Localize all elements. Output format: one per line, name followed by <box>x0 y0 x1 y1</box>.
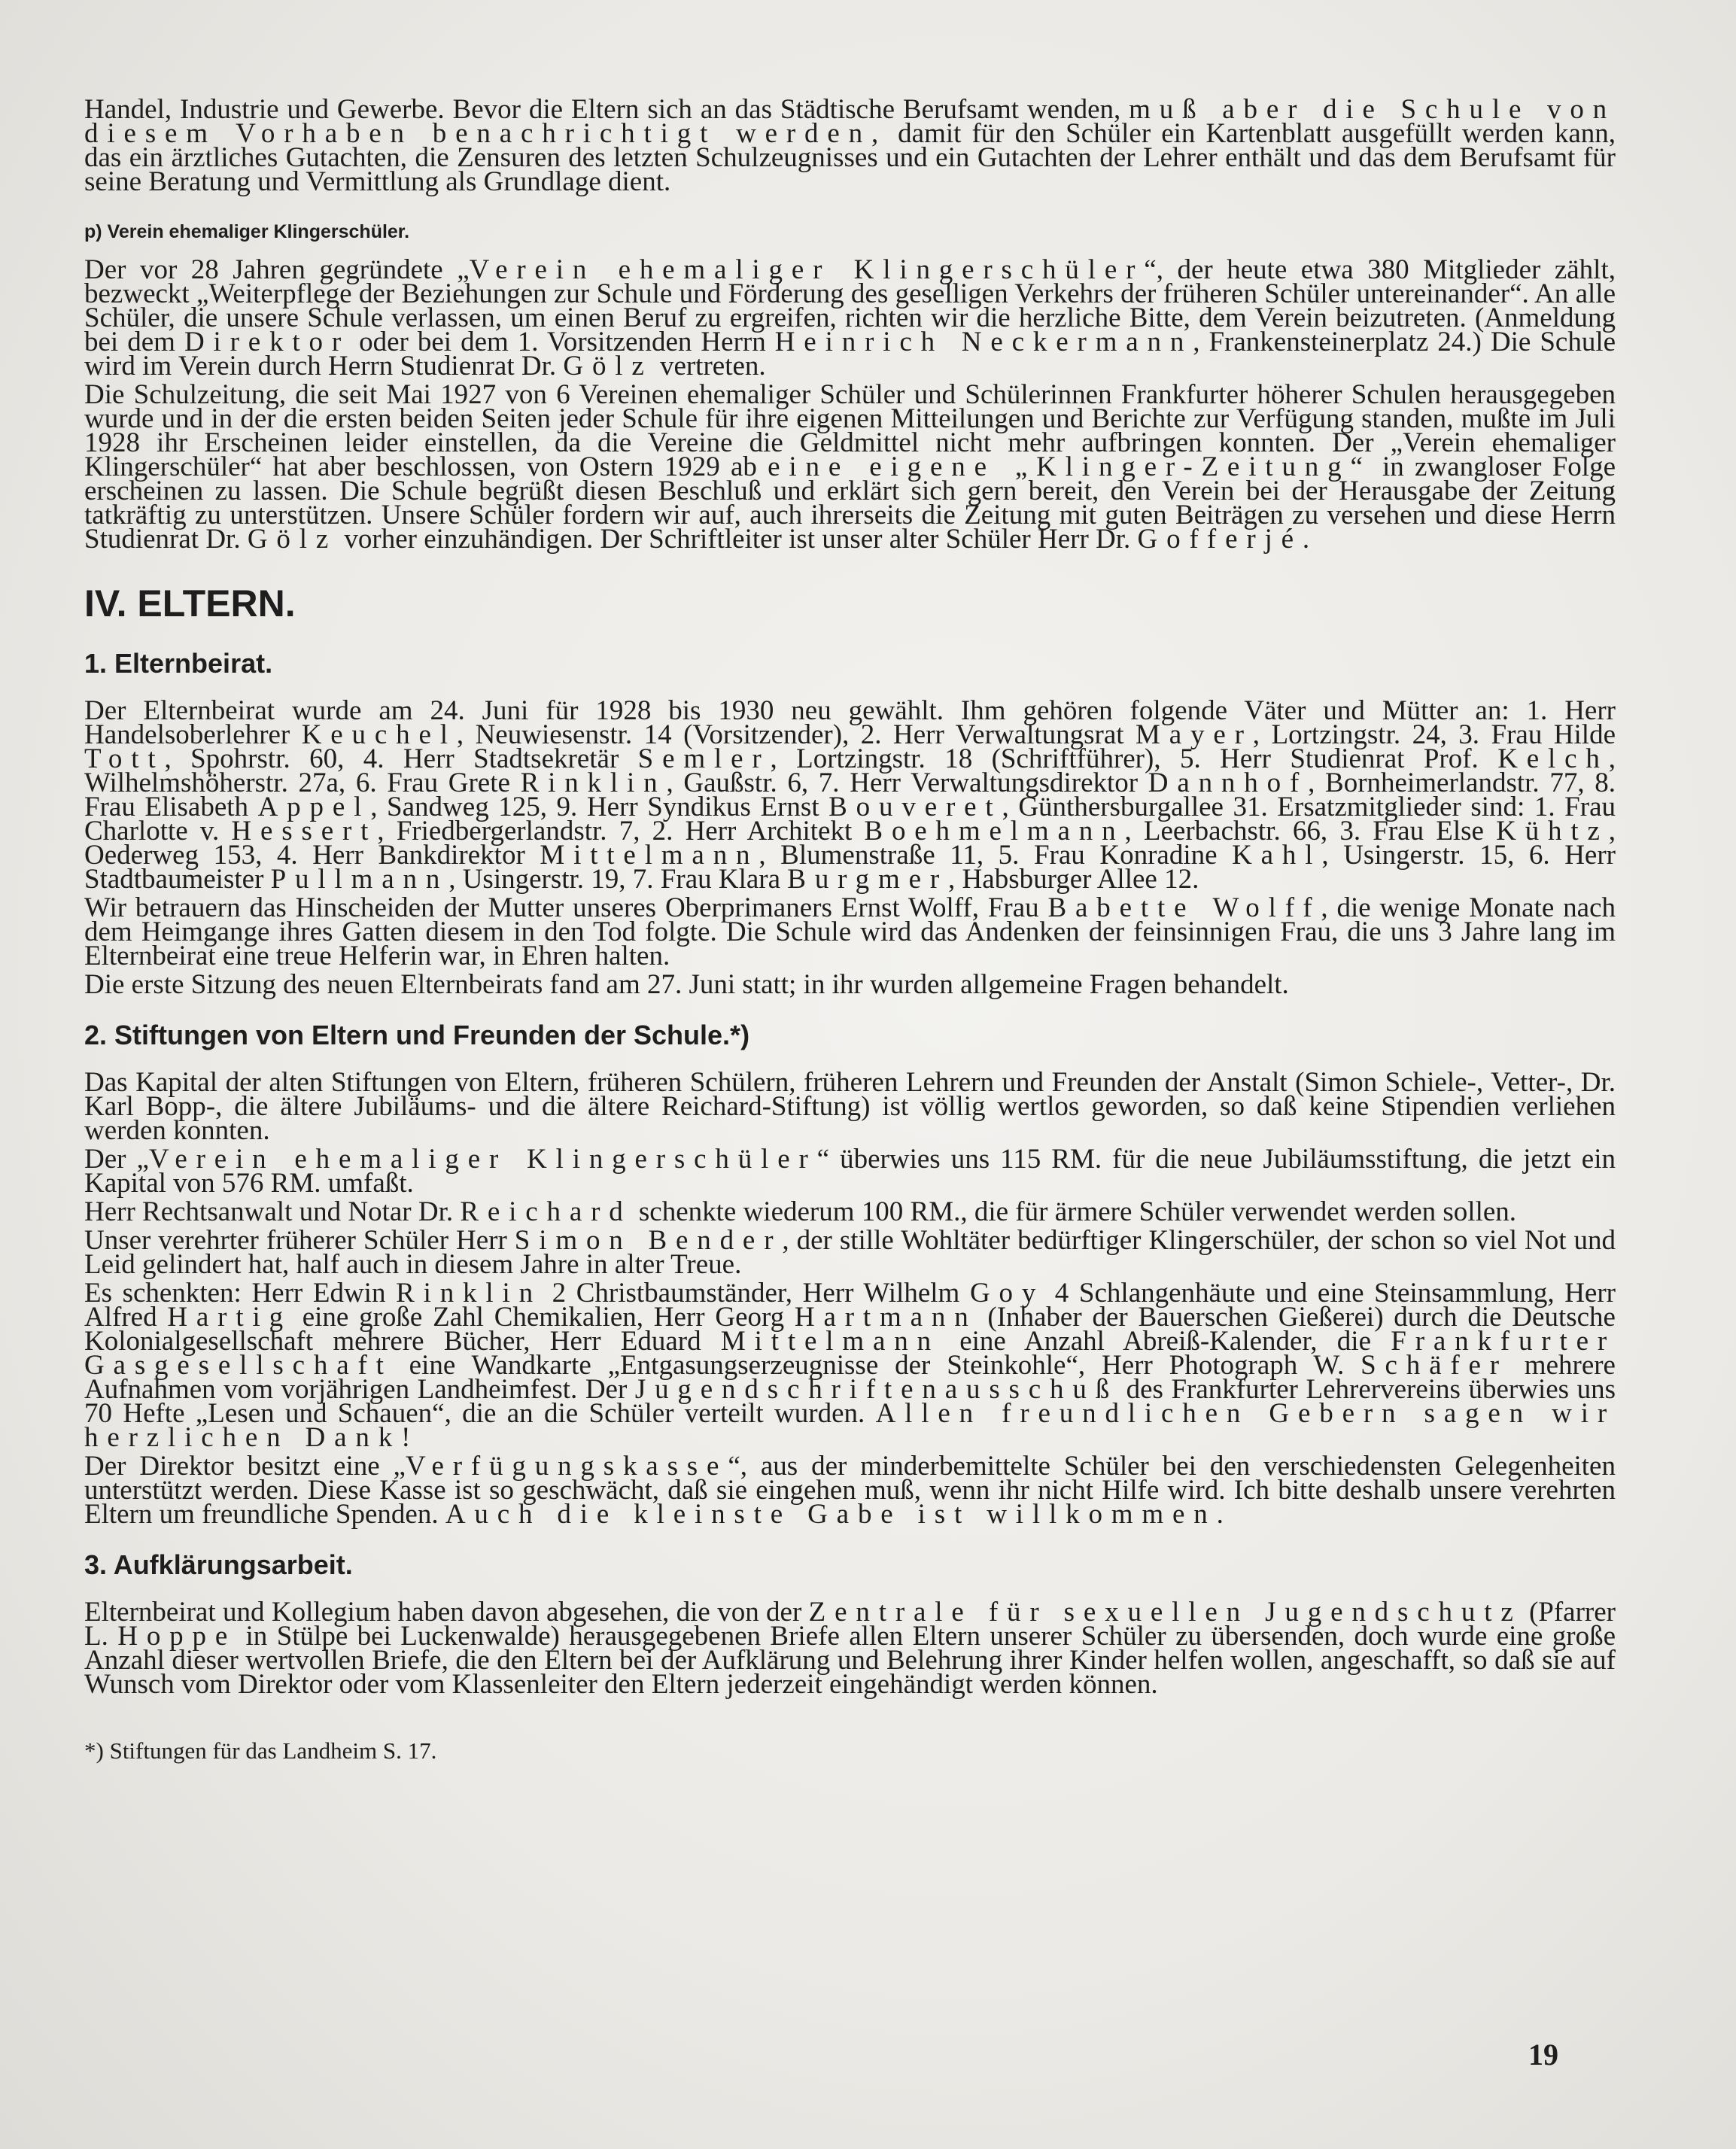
stiftungen-paragraph-4: Unser verehrter früherer Schüler Herr Simon Bender, der stille Wohltäter bedürftiger Klingerschüler, der schon so viel Not und Leid gelindert hat, half auch in diesem Jahre in alter Treue. <box>84 1225 1616 1280</box>
aufklaerung-paragraph: Elternbeirat und Kollegium haben davon abgesehen, die von der Zentrale für sexuellen Jugendschutz (Pfarrer L. Hoppe in Stülpe bei Luckenwalde) herausgegebenen Briefe allen Eltern unserer Schüler zu übersenden, doch wurde eine große Anzahl dieser wertvollen Briefe, die den Eltern bei der Aufklärung und Belehrung ihrer Kinder helfen wollen, angeschafft, so daß sie auf Wunsch vom Direktor oder vom Klassenleiter den Eltern jederzeit eingehändigt werden können. <box>84 1597 1616 1700</box>
verein-paragraph-1: Der vor 28 Jahren gegründete „Verein ehemaliger Klingerschüler“, der heute etwa 380 Mitglieder zählt, bezweckt „Weiterpflege der Beziehungen zur Schule und Förderung des geselligen Verkehrs der früheren Schüler untereinander“. An alle Schüler, die unsere Schule verlassen, um einen Beruf zu ergreifen, richten wir die herzliche Bitte, dem Verein beizutreten. (Anmeldung bei dem Direktor oder bei dem 1. Vorsitzenden Herrn Heinrich Neckermann, Frankensteinerplatz 24.) Die Schule wird im Verein durch Herrn Studienrat Dr. Gölz vertreten. <box>84 254 1616 381</box>
stiftungen-heading: 2. Stiftungen von Eltern und Freunden der Schule.*) <box>84 1020 750 1050</box>
elternbeirat-paragraph-2: Wir betrauern das Hinscheiden der Mutter unseres Oberprimaners Ernst Wolff, Frau Babette Wolff, die wenige Monate nach dem Heimgange ihres Gatten diesem in den Tod folgte. Die Schule wird das Andenken der feinsinnigen Frau, die uns 3 Jahre lang im Elternbeirat eine treue Helferin war, in Ehren halten. <box>84 892 1616 971</box>
stiftungen-paragraph-3: Herr Rechtsanwalt und Notar Dr. Reichard schenkte wiederum 100 RM., die für ärmere Schüler verwendet werden sollen. <box>84 1196 1517 1227</box>
intro-paragraph: Handel, Industrie und Gewerbe. Bevor die Eltern sich an das Städtische Berufsamt wenden, muß aber die Schule von diesem Vorhaben benachrichtigt werden, damit für den Schüler ein Kartenblatt ausgefüllt werden kann, das ein ärztliches Gutachten, die Zensuren des letzten Schulzeugnisses und ein Gutachten der Lehrer enthält und das dem Berufsamt für seine Beratung und Vermittlung als Grundlage dient. <box>84 94 1616 197</box>
aufklaerung-heading: 3. Aufklärungsarbeit. <box>84 1549 353 1580</box>
page-number: 19 <box>1528 2038 1558 2071</box>
footnote: *) Stiftungen für das Landheim S. 17. <box>84 1737 437 1764</box>
stiftungen-paragraph-1: Das Kapital der alten Stiftungen von Eltern, früheren Schülern, früheren Lehrern und Freunden der Anstalt (Simon Schiele-, Vetter-, Dr. Karl Bopp-, die ältere Jubiläums- und die ältere Reichard-Stiftung) ist völlig wertlos geworden, so daß keine Stipendien verliehen werden konnten. <box>84 1067 1616 1146</box>
elternbeirat-heading: 1. Elternbeirat. <box>84 648 273 679</box>
stiftungen-paragraph-6: Der Direktor besitzt eine „Verfügungskasse“, aus der minderbemittelte Schüler bei den verschiedensten Gelegenheiten unterstützt werden. Diese Kasse ist so geschwächt, daß sie eingehen muß, wenn ihr nicht Hilfe wird. Ich bitte deshalb unsere verehrten Eltern um freundliche Spenden. Auch die kleinste Gabe ist willkommen. <box>84 1451 1616 1530</box>
stiftungen-paragraph-5: Es schenkten: Herr Edwin Rinklin 2 Christbaumständer, Herr Wilhelm Goy 4 Schlangenhäute und eine Steinsammlung, Herr Alfred Hartig eine große Zahl Chemikalien, Herr Georg Hartmann (Inhaber der Bauerschen Gießerei) durch die Deutsche Kolonialgesellschaft mehrere Bücher, Herr Eduard Mittelmann eine Anzahl Abreiß-Kalender, die Frankfurter Gasgesellschaft eine Wandkarte „Entgasungserzeugnisse der Steinkohle“, Herr Photograph W. Schäfer mehrere Aufnahmen vom vorjährigen Landheimfest. Der Jugendschriftenausschuß des Frankfurter Lehrervereins überwies uns 70 Hefte „Lesen und Schauen“, die an die Schüler verteilt wurden. Allen freundlichen Gebern sagen wir herzlichen Dank! <box>84 1278 1616 1453</box>
stiftungen-paragraph-2: Der „Verein ehemaliger Klingerschüler“ überwies uns 115 RM. für die neue Jubiläumsstiftung, die jetzt ein Kapital von 576 RM. umfaßt. <box>84 1144 1616 1199</box>
chapter-heading: IV. ELTERN. <box>84 582 296 625</box>
elternbeirat-paragraph-1: Der Elternbeirat wurde am 24. Juni für 1928 bis 1930 neu gewählt. Ihm gehören folgende Väter und Mütter an: 1. Herr Handelsoberlehrer Keuchel, Neuwiesenstr. 14 (Vorsitzender), 2. Herr Verwaltungsrat Mayer, Lortzingstr. 24, 3. Frau Hilde Tott, Spohrstr. 60, 4. Herr Stadtsekretär Semler, Lortzingstr. 18 (Schriftführer), 5. Herr Studienrat Prof. Kelch, Wilhelmshöherstr. 27a, 6. Frau Grete Rinklin, Gaußstr. 6, 7. Herr Verwaltungsdirektor Dannhof, Bornheimerlandstr. 77, 8. Frau Elisabeth Appel, Sandweg 125, 9. Herr Syndikus Ernst Bouveret, Günthersburgallee 31. Ersatzmitglieder sind: 1. Frau Charlotte v. Hessert, Friedbergerlandstr. 7, 2. Herr Architekt Boehmelmann, Leerbachstr. 66, 3. Frau Else Kühtz, Oederweg 153, 4. Herr Bankdirektor Mittelmann, Blumenstraße 11, 5. Frau Konradine Kahl, Usingerstr. 15, 6. Herr Stadtbaumeister Pullmann, Usingerstr. 19, 7. Frau Klara Burgmer, Habsburger Allee 12. <box>84 695 1616 895</box>
section-p-heading: p) Verein ehemaliger Klingerschüler. <box>84 221 410 242</box>
verein-paragraph-2: Die Schulzeitung, die seit Mai 1927 von 6 Vereinen ehemaliger Schüler und Schülerinnen Frankfurter höherer Schulen herausgegeben wurde und in der die ersten beiden Seiten jeder Schule für ihre eigenen Mitteilungen und Berichte zur Verfügung standen, mußte im Juli 1928 ihr Erscheinen leider einstellen, da die Vereine die Geldmittel nicht mehr aufbringen konnten. Der „Verein ehemaliger Klingerschüler“ hat aber beschlossen, von Ostern 1929 ab eine eigene „Klinger-Zeitung“ in zwangloser Folge erscheinen zu lassen. Die Schule begrüßt diesen Beschluß und erklärt sich gern bereit, den Verein bei der Herausgabe der Zeitung tatkräftig zu unterstützen. Unsere Schüler fordern wir auf, auch ihrerseits die Zeitung mit guten Beiträgen zu versehen und diese Herrn Studienrat Dr. Gölz vorher einzuhändigen. Der Schriftleiter ist unser alter Schüler Herr Dr. Gofferjé. <box>84 379 1616 555</box>
elternbeirat-paragraph-3: Die erste Sitzung des neuen Elternbeirats fand am 27. Juni statt; in ihr wurden allgemeine Fragen behandelt. <box>84 969 1289 1000</box>
